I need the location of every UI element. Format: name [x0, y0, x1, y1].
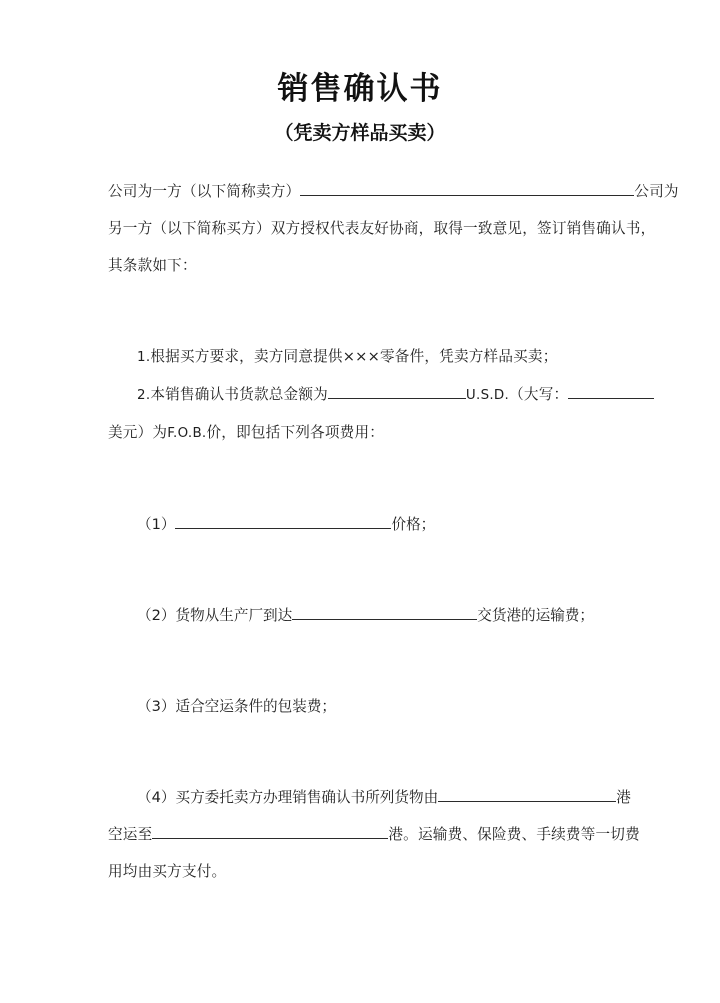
preamble-line-2 [108, 210, 656, 247]
clause-2-line-2 [108, 414, 614, 452]
title-block [0, 72, 720, 145]
preamble-line-3 [108, 247, 614, 284]
spacer-before-subitem-2b [108, 571, 614, 597]
seller-name-field[interactable] [300, 180, 634, 196]
sub-item-4 [108, 779, 631, 816]
sub-item-4-cont-after: 港。运输费、保险费、手续费等一切费 [388, 825, 640, 843]
delivery-port-field[interactable] [292, 604, 477, 620]
origin-port-field[interactable] [438, 786, 616, 802]
spacer-after-preamble [108, 284, 614, 312]
preamble-line-1 [108, 173, 679, 210]
spacer-before-subitem-4 [108, 725, 614, 753]
spacer-before-subitem-3 [108, 634, 614, 662]
sub-item-1-text: 价格； [391, 515, 436, 533]
spacer-before-subitem-3b [108, 662, 614, 688]
sub-item-3-text: 适合空运条件的包装费； [175, 697, 337, 715]
destination-port-field[interactable] [152, 823, 388, 839]
spacer-before-subitem-2 [108, 543, 614, 571]
sub-item-2-text-before: 货物从生产厂到达 [175, 606, 293, 624]
preamble-buyer-text: 另一方（以下简称买方）双方授权代表友好协商，取得一致意见，签订销售确认书， [108, 219, 656, 237]
clause-2-line-1 [108, 376, 614, 414]
sub-item-4-text-after: 港 [616, 788, 631, 806]
clause-1-text: 根据买方要求，卖方同意提供×××零备件，凭卖方样品买卖； [150, 347, 558, 365]
page-subtitle: （凭卖方样品买卖） [274, 121, 446, 144]
sub-item-3 [108, 688, 614, 725]
clause-2-text-part2: （大写： [509, 385, 569, 403]
document-page [0, 72, 720, 1003]
spacer-before-clauses [108, 312, 614, 338]
clause-2-text-part1: 本销售确认书货款总金额为 [150, 385, 328, 403]
sub-item-1-marker: （1） [137, 515, 176, 533]
sub-item-4-cont-before: 空运至 [108, 825, 153, 843]
sub-item-2-marker: （2） [137, 606, 176, 624]
sub-item-1 [108, 506, 614, 543]
spacer-before-subitem-1 [108, 452, 614, 480]
preamble-seller-suffix: 公司为 [634, 182, 679, 200]
total-amount-field[interactable] [328, 383, 466, 399]
sub-item-4-marker: （4） [137, 788, 176, 806]
sub-item-4-text-before: 买方委托卖方办理销售确认书所列货物由 [175, 788, 439, 806]
sub-item-3-marker: （3） [137, 697, 176, 715]
sub-item-4-continuation [108, 816, 640, 853]
spacer-before-subitem-4b [108, 753, 614, 779]
clause-2-incoterm: F.O.B. [167, 425, 207, 441]
preamble-seller-prefix: 公司为一方（以下简称卖方） [108, 182, 301, 200]
spacer-before-subitem-1b [108, 480, 614, 506]
clause-2-text-part3: 美元）为 [108, 423, 168, 441]
document-body [0, 173, 720, 890]
page-title: 销售确认书 [277, 71, 443, 107]
clause-1 [108, 338, 614, 376]
amount-in-words-field[interactable] [568, 383, 654, 399]
sub-item-2 [108, 597, 614, 634]
preamble-terms-intro: 其条款如下： [108, 256, 197, 274]
sub-item-4-continuation-2 [108, 853, 614, 890]
clause-1-number: 1. [137, 349, 151, 365]
clause-2-text-part4: 价，即包括下列各项费用： [206, 423, 385, 441]
clause-2-currency: U.S.D. [465, 387, 510, 403]
sub-item-4-cont-line2: 用均由买方支付。 [108, 862, 227, 880]
price-term-field[interactable] [175, 513, 391, 529]
clause-2-number: 2. [137, 387, 151, 403]
sub-item-2-text-after: 交货港的运输费； [477, 606, 595, 624]
